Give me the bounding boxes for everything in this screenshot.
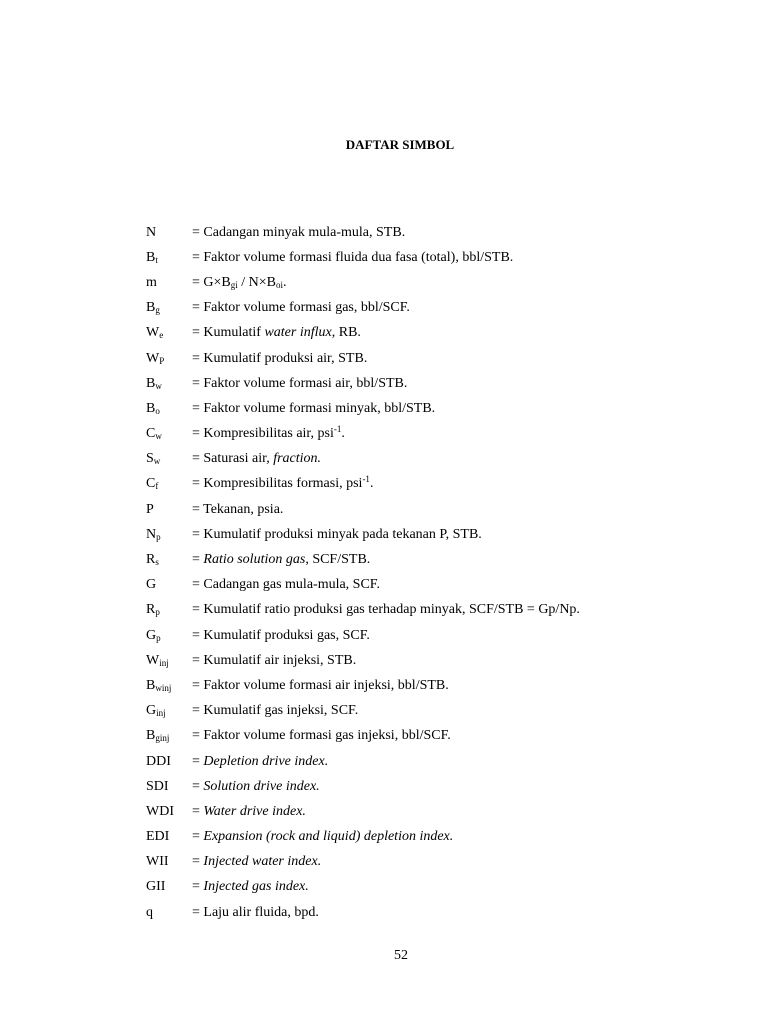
text-run: B xyxy=(146,375,156,391)
symbol-definition xyxy=(192,905,319,921)
symbol xyxy=(146,905,192,921)
symbol xyxy=(146,552,192,568)
subscript: p xyxy=(155,607,160,618)
text-run: = Kompresibilitas air, psi xyxy=(192,426,334,442)
symbol xyxy=(146,829,192,845)
symbol-definition xyxy=(192,502,283,518)
symbol xyxy=(146,754,192,770)
text-run: = Saturasi air, xyxy=(192,451,274,467)
symbol-row xyxy=(146,547,746,572)
text-run: = xyxy=(192,803,204,819)
text-run: = Kumulatif produksi minyak pada tekanan P, STB. xyxy=(192,526,482,542)
text-run: N xyxy=(146,224,157,240)
text-run: G xyxy=(146,627,157,643)
italic-text: Water drive index. xyxy=(203,803,306,819)
symbol-definition xyxy=(192,325,361,341)
text-run: DDI xyxy=(146,753,171,769)
symbol-definition xyxy=(192,527,482,543)
subscript: w xyxy=(155,380,162,391)
symbol-row xyxy=(146,522,746,547)
symbol-row xyxy=(146,724,746,749)
symbol-definition xyxy=(192,879,309,895)
symbol-row xyxy=(146,245,746,270)
subscript: t xyxy=(155,254,158,265)
text-run: = Kumulatif produksi air, STB. xyxy=(192,350,368,366)
subscript: o xyxy=(155,405,160,416)
symbol-row xyxy=(146,371,746,396)
symbol-row xyxy=(146,573,746,598)
symbol-definition xyxy=(192,401,435,417)
text-run: WDI xyxy=(146,803,174,819)
text-run: GII xyxy=(146,879,166,895)
symbol-definition xyxy=(192,376,407,392)
subscript: s xyxy=(155,557,159,568)
text-run: W xyxy=(146,652,160,668)
text-run: EDI xyxy=(146,829,170,845)
text-run: S xyxy=(146,451,154,467)
symbol-definition xyxy=(192,678,449,694)
italic-text: Injected gas index. xyxy=(203,879,309,895)
symbol xyxy=(146,602,192,618)
text-run: = xyxy=(192,552,204,568)
text-run: SDI xyxy=(146,778,169,794)
symbol xyxy=(146,854,192,870)
subscript: oi xyxy=(276,279,284,290)
symbol xyxy=(146,401,192,417)
text-run: = Faktor volume formasi air injeksi, bbl/STB. xyxy=(192,677,449,693)
text-run: N xyxy=(146,526,157,542)
symbol xyxy=(146,275,192,291)
symbol xyxy=(146,779,192,795)
subscript: P xyxy=(159,355,165,366)
text-run: B xyxy=(146,677,156,693)
superscript: -1 xyxy=(333,424,342,435)
symbol xyxy=(146,678,192,694)
text-run: = xyxy=(192,879,204,895)
symbol-row xyxy=(146,472,746,497)
text-run: G xyxy=(146,703,157,719)
symbol-row xyxy=(146,598,746,623)
symbol xyxy=(146,225,192,241)
symbol-row xyxy=(146,749,746,774)
page-title: DAFTAR SIMBOL xyxy=(345,137,455,152)
text-run: = Cadangan minyak mula-mula, STB. xyxy=(192,224,406,240)
text-run: = Kumulatif gas injeksi, SCF. xyxy=(192,703,359,719)
symbol-definition xyxy=(192,577,380,593)
symbol xyxy=(146,325,192,341)
text-run: = G×B xyxy=(192,274,231,290)
symbol xyxy=(146,728,192,744)
symbol xyxy=(146,426,192,442)
symbol-definition xyxy=(192,426,345,442)
text-run: = Kumulatif produksi gas, SCF. xyxy=(192,627,370,643)
symbol-row xyxy=(146,270,746,295)
italic-text: Ratio solution gas xyxy=(203,552,306,568)
subscript: e xyxy=(159,330,164,341)
symbol-definition xyxy=(192,779,320,795)
subscript: p xyxy=(156,632,161,643)
subscript: gi xyxy=(230,279,238,290)
italic-text: Depletion drive index. xyxy=(203,753,329,769)
subscript: f xyxy=(155,481,159,492)
subscript: inj xyxy=(159,657,169,668)
symbol-row xyxy=(146,875,746,900)
symbol-row xyxy=(146,825,746,850)
text-run: = Faktor volume formasi minyak, bbl/STB. xyxy=(192,400,436,416)
subscript: w xyxy=(153,456,161,467)
text-run: W xyxy=(146,325,160,341)
symbol-row xyxy=(146,850,746,875)
text-run: = xyxy=(192,829,204,845)
subscript: inj xyxy=(156,708,166,719)
text-run: = xyxy=(192,778,204,794)
symbol xyxy=(146,703,192,719)
text-run: . xyxy=(283,274,287,290)
text-run: . xyxy=(341,426,345,442)
text-run: B xyxy=(146,728,156,744)
symbol xyxy=(146,451,192,467)
symbol-definition xyxy=(192,628,370,644)
symbol xyxy=(146,527,192,543)
symbol-definition xyxy=(192,602,580,618)
symbol xyxy=(146,879,192,895)
text-run: , SCF/STB. xyxy=(305,552,371,568)
symbol-definition xyxy=(192,804,306,820)
text-run: R xyxy=(146,602,156,618)
symbol-row xyxy=(146,422,746,447)
symbol-definition xyxy=(192,225,405,241)
symbol xyxy=(146,577,192,593)
symbol-definition xyxy=(192,653,356,669)
text-run: C xyxy=(146,426,156,442)
text-run: = Kumulatif air injeksi, STB. xyxy=(192,652,357,668)
text-run: W xyxy=(146,350,160,366)
symbol-row xyxy=(146,673,746,698)
symbol xyxy=(146,476,192,492)
text-run: = xyxy=(192,854,204,870)
italic-text: Expansion (rock and liquid) depletion index. xyxy=(203,829,454,845)
symbol-list xyxy=(146,220,746,925)
symbol-row xyxy=(146,346,746,371)
symbol-row xyxy=(146,321,746,346)
subscript: ginj xyxy=(155,733,170,744)
subscript: w xyxy=(155,431,162,442)
symbol-row xyxy=(146,220,746,245)
symbol-definition xyxy=(192,351,367,367)
subscript: p xyxy=(156,531,161,542)
symbol-definition xyxy=(192,754,328,770)
text-run: P xyxy=(146,501,154,517)
symbol-definition xyxy=(192,300,410,316)
symbol-row xyxy=(146,396,746,421)
text-run: = Cadangan gas mula-mula, SCF. xyxy=(192,577,380,593)
symbol xyxy=(146,628,192,644)
text-run: B xyxy=(146,400,156,416)
symbol-definition xyxy=(192,275,287,291)
text-run: B xyxy=(146,300,156,316)
symbol xyxy=(146,300,192,316)
text-run: = Faktor volume formasi fluida dua fasa (total), bbl/STB. xyxy=(192,249,514,265)
text-run: = Kumulatif xyxy=(192,325,265,341)
symbol xyxy=(146,804,192,820)
symbol xyxy=(146,376,192,392)
symbol-definition xyxy=(192,250,513,266)
italic-text: Solution drive index. xyxy=(203,778,320,794)
text-run: = Faktor volume formasi air, bbl/STB. xyxy=(192,375,408,391)
text-run: WII xyxy=(146,854,169,870)
symbol-definition xyxy=(192,451,321,467)
symbol-row xyxy=(146,648,746,673)
subscript: winj xyxy=(155,682,172,693)
text-run: q xyxy=(146,904,153,920)
text-run: = Tekanan, psia. xyxy=(192,501,284,517)
subscript: g xyxy=(155,305,160,316)
symbol-row xyxy=(146,799,746,824)
text-run: B xyxy=(146,249,156,265)
symbol-definition xyxy=(192,854,321,870)
text-run: R xyxy=(146,552,156,568)
text-run: . xyxy=(369,476,374,492)
symbol-row xyxy=(146,623,746,648)
symbol xyxy=(146,250,192,266)
page-number: 52 xyxy=(394,948,408,963)
symbol-row xyxy=(146,900,746,925)
symbol-row xyxy=(146,296,746,321)
italic-text: Injected water index. xyxy=(203,854,322,870)
text-run: = Faktor volume formasi gas, bbl/SCF. xyxy=(192,300,410,316)
text-run: = xyxy=(192,753,204,769)
symbol-row xyxy=(146,699,746,724)
text-run: = Laju alir fluida, bpd. xyxy=(192,904,319,920)
italic-text: water influx xyxy=(264,325,332,341)
symbol-definition xyxy=(192,728,451,744)
symbol-row xyxy=(146,774,746,799)
symbol-definition xyxy=(192,829,453,845)
symbol-definition xyxy=(192,552,370,568)
symbol-definition xyxy=(192,703,358,719)
text-run: G xyxy=(146,577,157,593)
symbol-row xyxy=(146,497,746,522)
text-run: m xyxy=(146,274,157,290)
symbol xyxy=(146,351,192,367)
symbol-row xyxy=(146,447,746,472)
text-run: = Kompresibilitas formasi, psi xyxy=(192,476,363,492)
italic-text: fraction. xyxy=(273,451,322,467)
symbol-definition xyxy=(192,476,373,492)
text-run: = Kumulatif ratio produksi gas terhadap minyak, SCF/STB = Gp/Np. xyxy=(192,602,580,618)
text-run: = Faktor volume formasi gas injeksi, bbl/SCF. xyxy=(192,728,451,744)
text-run: / N×B xyxy=(237,274,276,290)
text-run: , RB. xyxy=(331,325,361,341)
symbol xyxy=(146,502,192,518)
text-run: C xyxy=(146,476,156,492)
symbol xyxy=(146,653,192,669)
superscript: -1 xyxy=(362,474,370,485)
